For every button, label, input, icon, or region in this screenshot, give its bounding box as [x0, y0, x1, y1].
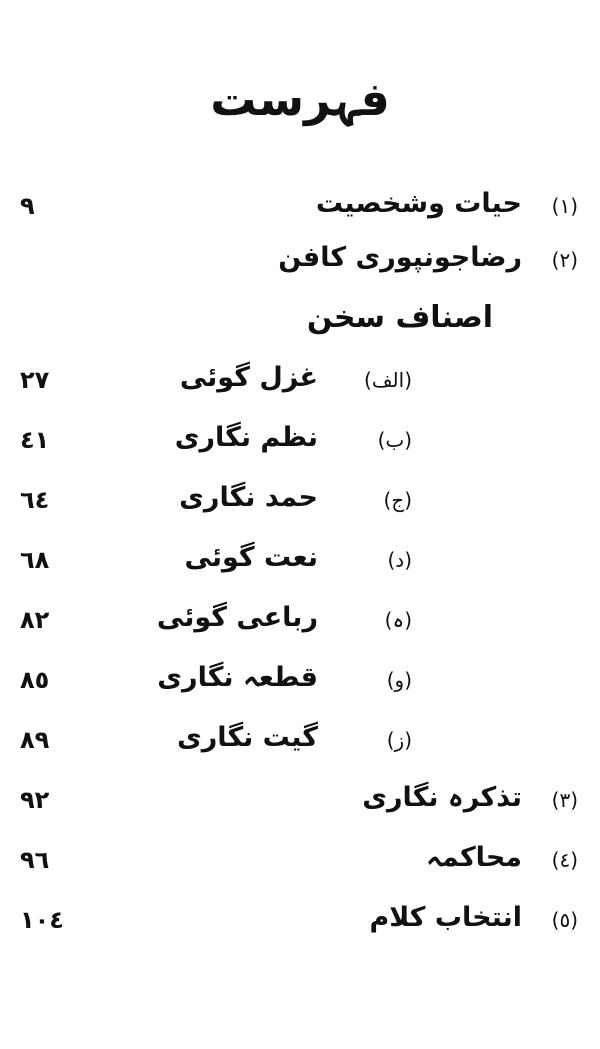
toc-subentry-qita [0, 658, 600, 708]
entry-title: حیات وشخصیت [315, 188, 522, 219]
subentry-title: نعت گوئی [184, 542, 318, 573]
section-subheading: اصناف سخن [306, 300, 494, 335]
subentry-letter: (ج) [383, 488, 412, 512]
subentry-title: غزل گوئی [179, 362, 318, 393]
subentry-title: نظم نگاری [174, 422, 318, 453]
subentry-letter: (الف) [364, 368, 412, 392]
entry-title: رضاجونپوری کافن [278, 242, 522, 273]
subentry-page-number: ٢٧ [20, 366, 50, 394]
entry-title: محاکمہ [426, 842, 522, 873]
entry-title: انتخاب کلام [369, 902, 522, 933]
toc-entry-art [0, 238, 600, 288]
subentry-letter: (و) [386, 668, 412, 692]
subentry-letter: (ہ) [384, 608, 412, 632]
toc-subentry-hamd [0, 478, 600, 528]
toc-entry-intikhab [0, 898, 600, 948]
subentry-page-number: ٤١ [20, 426, 50, 454]
toc-entry-tazkira [0, 778, 600, 828]
subentry-title: گیت نگاری [177, 722, 318, 753]
subentry-letter: (ز) [386, 728, 412, 752]
entry-page-number: ٩٦ [20, 846, 50, 874]
page-title: فہرست [210, 72, 390, 126]
entry-number: (٣) [551, 788, 578, 812]
subentry-page-number: ٨٩ [20, 726, 50, 754]
entry-number: (٥) [551, 908, 578, 932]
subentry-letter: (د) [387, 548, 412, 572]
entry-number: (١) [551, 194, 578, 218]
subentry-page-number: ٨٢ [20, 606, 50, 634]
entry-number: (٤) [551, 848, 578, 872]
entry-title: تذکرہ نگاری [362, 782, 522, 813]
toc-subentry-rubai [0, 598, 600, 648]
toc-subentry-geet [0, 718, 600, 768]
subentry-page-number: ٦٨ [20, 546, 50, 574]
subentry-title: رباعی گوئی [156, 602, 318, 633]
entry-page-number: ٩٢ [20, 786, 50, 814]
subentry-page-number: ٨٥ [20, 666, 50, 694]
subentry-letter: (ب) [377, 428, 412, 452]
toc-subentry-nazm [0, 418, 600, 468]
toc-subentry-ghazal [0, 358, 600, 408]
entry-page-number: ٩ [20, 192, 35, 220]
toc-subentry-naat [0, 538, 600, 588]
entry-page-number: ١٠٤ [20, 906, 64, 934]
toc-entry-muhakama [0, 838, 600, 888]
subentry-title: حمد نگاری [179, 482, 318, 513]
subentry-page-number: ٦٤ [20, 486, 50, 514]
subentry-title: قطعہ نگاری [157, 662, 318, 693]
entry-number: (٢) [551, 248, 578, 272]
toc-entry-life-personality [0, 184, 600, 234]
